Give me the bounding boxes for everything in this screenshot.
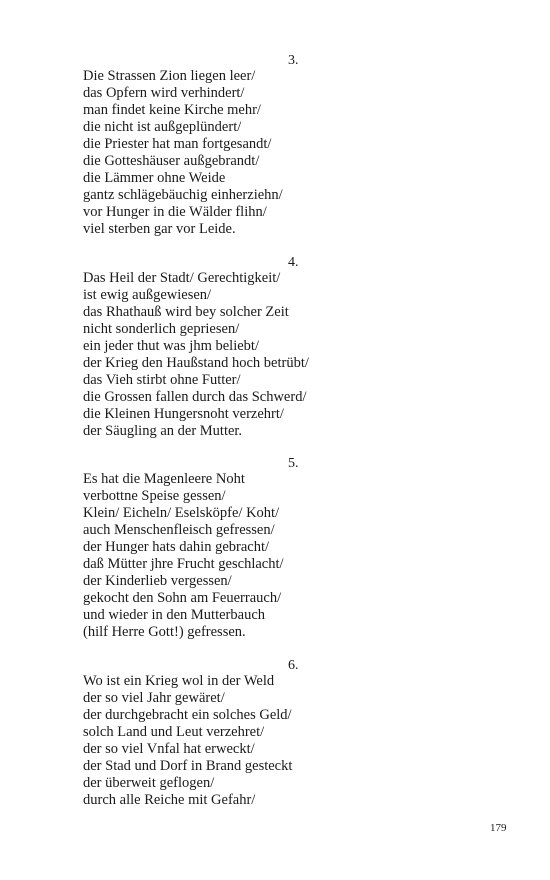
stanza-lines — [83, 68, 283, 238]
stanza-number: 6. — [288, 658, 299, 673]
verse-line: der durchgebracht ein solches Geld/ — [83, 707, 292, 723]
verse-line: die Lämmer ohne Weide — [83, 170, 226, 186]
verse-line: der Hunger hats dahin gebracht/ — [83, 539, 270, 555]
verse-line: der so viel Jahr gewäret/ — [83, 690, 225, 706]
verse-line: die Priester hat man fortgesandt/ — [83, 136, 272, 152]
verse-line: gekocht den Sohn am Feuerrauch/ — [83, 590, 282, 606]
verse-line: Die Strassen Zion liegen leer/ — [83, 68, 256, 84]
verse-line: der Krieg den Haußstand hoch betrübt/ — [83, 355, 309, 371]
verse-line: die Gotteshäuser außgebrandt/ — [83, 153, 260, 169]
verse-line: Es hat die Magenleere Noht — [83, 471, 245, 487]
verse-line: die Grossen fallen durch das Schwerd/ — [83, 389, 307, 405]
verse-line: Wo ist ein Krieg wol in der Weld — [83, 673, 275, 689]
verse-line: das Rhathauß wird bey solcher Zeit — [83, 304, 289, 320]
verse-line: der überweit geflogen/ — [83, 775, 215, 791]
stanza-number: 3. — [288, 53, 299, 68]
stanza-number: 5. — [288, 456, 299, 471]
verse-line: die Kleinen Hungersnoht verzehrt/ — [83, 406, 284, 422]
stanza-lines — [83, 270, 309, 440]
verse-line: nicht sonderlich gepriesen/ — [83, 321, 240, 337]
stanza-number: 4. — [288, 255, 299, 270]
verse-line: der Stad und Dorf in Brand gesteckt — [83, 758, 293, 774]
verse-line: das Vieh stirbt ohne Futter/ — [83, 372, 241, 388]
verse-line: das Opfern wird verhindert/ — [83, 85, 245, 101]
verse-line: gantz schlägebäuchig einherziehn/ — [83, 187, 283, 203]
verse-line: ist ewig außgewiesen/ — [83, 287, 212, 303]
verse-line: man findet keine Kirche mehr/ — [83, 102, 261, 118]
page-number: 179 — [490, 822, 507, 834]
verse-line: der so viel Vnfal hat erweckt/ — [83, 741, 255, 757]
verse-line: (hilf Herre Gott!) gefressen. — [83, 624, 246, 640]
verse-line: Das Heil der Stadt/ Gerechtigkeit/ — [83, 270, 281, 286]
verse-line: der Säugling an der Mutter. — [83, 423, 243, 439]
stanza-lines — [83, 471, 284, 641]
verse-line: auch Menschenfleisch gefressen/ — [83, 522, 275, 538]
verse-line: solch Land und Leut verzehret/ — [83, 724, 265, 740]
verse-line: ein jeder thut was jhm beliebt/ — [83, 338, 259, 354]
verse-line: Klein/ Eicheln/ Eselsköpfe/ Koht/ — [83, 505, 280, 521]
verse-line: und wieder in den Mutterbauch — [83, 607, 266, 623]
verse-line: vor Hunger in die Wälder flihn/ — [83, 204, 267, 220]
verse-line: verbottne Speise gessen/ — [83, 488, 226, 504]
stanza-lines — [83, 673, 292, 809]
verse-line: der Kinderlieb vergessen/ — [83, 573, 232, 589]
verse-line: viel sterben gar vor Leide. — [83, 221, 236, 237]
verse-line: daß Mütter jhre Frucht geschlacht/ — [83, 556, 284, 572]
verse-line: durch alle Reiche mit Gefahr/ — [83, 792, 256, 808]
verse-line: die nicht ist außgeplündert/ — [83, 119, 242, 135]
